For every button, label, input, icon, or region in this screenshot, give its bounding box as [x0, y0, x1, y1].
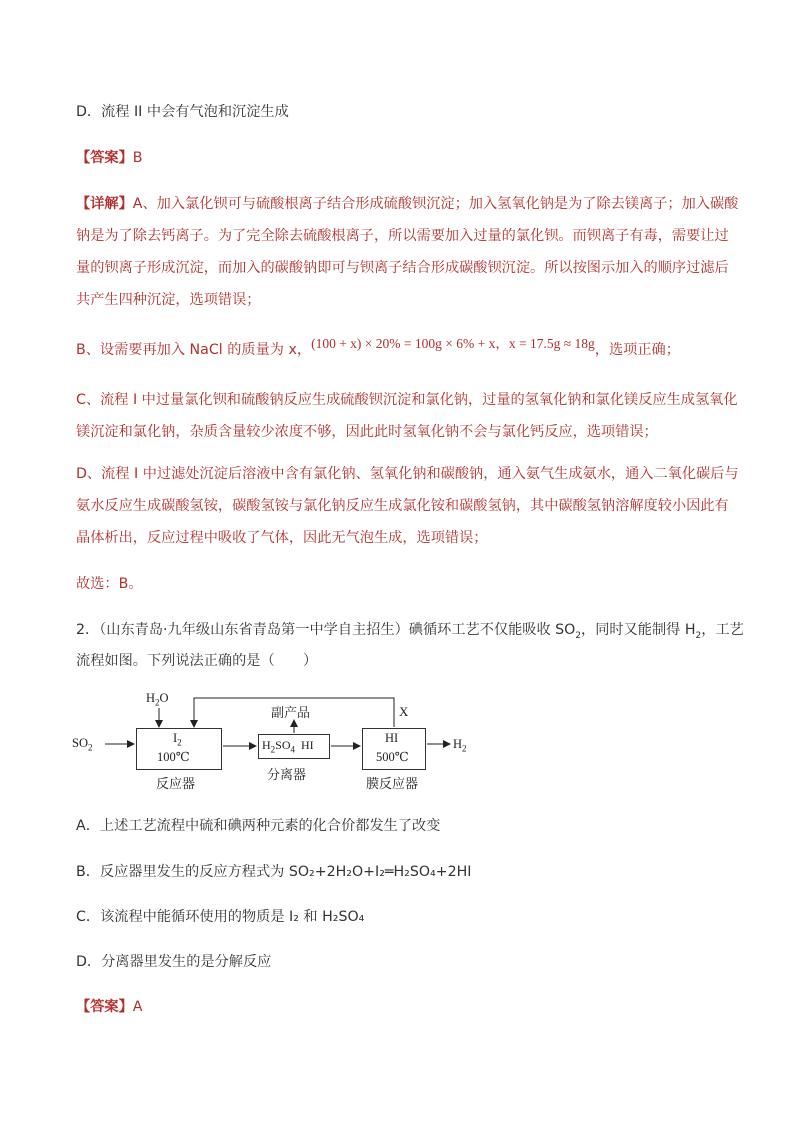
q1-detail-line-1 [76, 194, 738, 214]
b-formula: (100 + x) × 20% = 100g × 6% + x，x = 17.5g ≈ 18g [311, 336, 595, 351]
q2-option-c: C．该流程中能循环使用的物质是 I₂ 和 H₂SO₄ [76, 909, 365, 925]
reactor-label: 反应器 [156, 777, 196, 792]
q1-c-line-2: 镁沉淀和氯化钠，杂质含量较少浓度不够，因此此时氢氧化钠不会与氯化钙反应，选项错误； [76, 424, 658, 440]
q1-d-line-1: D、流程 I 中过滤处沉淀后溶液中含有氯化钠、氢氧化钠和碳酸钠，通入氨气生成氨水，通入二氧化碳后与 [76, 466, 739, 482]
q2-option-a: A．上述工艺流程中硫和碘两种元素的化合价都发生了改变 [76, 818, 441, 834]
so2-label: $SO_2$ [72, 736, 93, 753]
h2-label: $H_2$ [453, 737, 467, 754]
separator-content: $H_2SO_4$ HI [262, 738, 314, 755]
reactor-i2: $I_2$ [173, 731, 182, 748]
membrane-temp: 500℃ [376, 750, 409, 764]
q1-d-line-2: 氨水反应生成碳酸氢铵，碳酸氢铵与氯化钠反应生成氯化铵和碳酸氢钠，其中碳酸氢钠溶解度较小因此有 [76, 498, 729, 514]
q1-d-line-3: 晶体析出，反应过程中吸收了气体，因此无气泡生成，选项错误； [76, 530, 488, 546]
q2-stem-mid: ，同时又能制得 H [581, 622, 696, 638]
q2-stem-line-2: 流程如图。下列说法正确的是（ ） [76, 653, 318, 669]
answer-value: A [132, 999, 143, 1015]
h2o-label: $H_2O$ [146, 691, 169, 708]
q1-detail-line-2: 钠是为了除去钙离子。为了完全除去硫酸根离子，所以需要加入过量的氯化钡。而钡离子有毒，需要让过 [76, 228, 729, 244]
b-prefix: B、设需要再加入 NaCl 的质量为 x， [76, 342, 312, 358]
q2-answer [76, 997, 142, 1017]
detail-text: A、加入氯化钡可与硫酸根离子结合形成硫酸钡沉淀；加入氢氧化钠是为了除去镁离子；加入碳酸 [132, 196, 739, 212]
q2-stem-line-1 [76, 620, 744, 640]
q2-stem-suffix: ，工艺 [701, 622, 744, 638]
q1-option-b-explanation [76, 336, 680, 360]
b-suffix: ，选项正确； [594, 342, 680, 358]
q1-answer [76, 148, 143, 168]
detail-label: 【详解】 [76, 196, 133, 212]
q1-detail-line-3: 量的钡离子形成沉淀，而加入的碳酸钠即可与钡离子结合形成碳酸钡沉淀。所以按图示加入的顺序过滤后 [76, 260, 729, 276]
process-diagram [60, 680, 480, 800]
membrane-hi: HI [385, 731, 399, 745]
answer-label: 【答案】 [76, 150, 133, 166]
q1-conclusion: 故选：B。 [76, 576, 143, 592]
q2-stem-prefix: 2．（山东青岛·九年级山东省青岛第一中学自主招生）碘循环工艺不仅能吸收 SO [76, 622, 576, 638]
q1-c-line-1: C、流程 I 中过量氯化钡和硫酸钠反应生成硫酸钡沉淀和氯化钠，过量的氢氧化钠和氯化镁反应生成氢氧化 [76, 392, 738, 408]
subscript: 2 [695, 630, 702, 641]
separator-label: 分离器 [267, 768, 307, 783]
q2-option-b: B．反应器里发生的反应方程式为 SO₂+2H₂O+I₂═H₂SO₄+2HI [76, 864, 472, 880]
membrane-label: 膜反应器 [366, 777, 419, 792]
q1-option-d: D．流程 II 中会有气泡和沉淀生成 [76, 104, 289, 120]
subscript: 2 [575, 630, 582, 641]
answer-label: 【答案】 [76, 999, 133, 1015]
x-label: X [399, 704, 409, 719]
q2-option-d: D．分离器里发生的是分解反应 [76, 954, 272, 970]
byproduct-label: 副产品 [271, 706, 311, 721]
q1-detail-line-4: 共产生四种沉淀，选项错误； [76, 292, 261, 308]
reactor-temp: 100℃ [157, 750, 190, 764]
answer-value: B [132, 150, 143, 166]
